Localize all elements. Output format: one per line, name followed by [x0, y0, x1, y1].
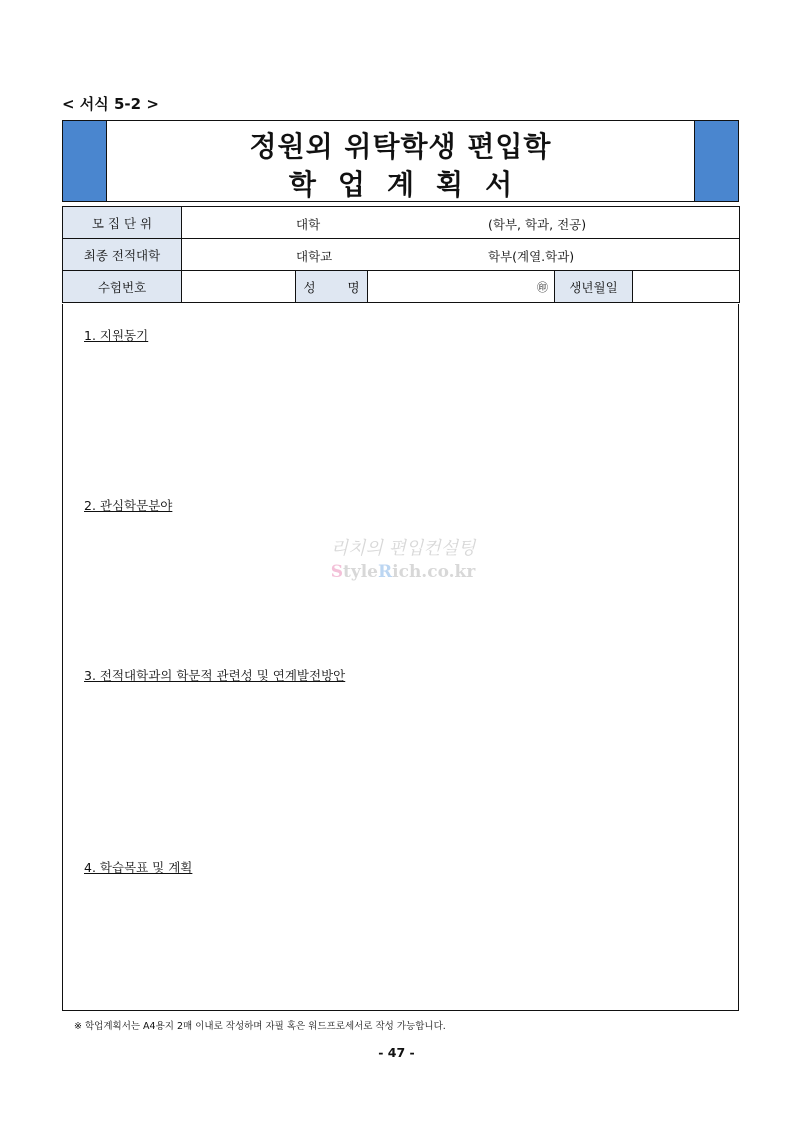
title-box — [62, 120, 739, 202]
birthdate-field[interactable] — [633, 271, 740, 303]
table-row — [63, 207, 740, 239]
form-label: < 서식 5-2 > — [62, 95, 159, 113]
prior-college-value1: 대학교 — [296, 249, 333, 264]
watermark-line1: 리치의 편입컨설팅 — [330, 538, 476, 559]
seal-mark: ㊞ — [537, 281, 548, 294]
document-title: 정원외 위탁학생 편입학 — [249, 130, 552, 163]
info-table — [62, 206, 740, 303]
page-number: - 47 - — [378, 1045, 415, 1060]
document-subtitle: 학업계획서 — [288, 168, 535, 201]
recruit-unit-value2: (학부, 학과, 전공) — [488, 217, 587, 232]
exam-number-field[interactable] — [182, 271, 296, 303]
section-heading-interest: 2. 관심학문분야 — [84, 498, 173, 513]
name-field[interactable] — [368, 271, 555, 303]
table-row — [63, 239, 740, 271]
prior-college-field[interactable] — [182, 239, 740, 271]
prior-college-label: 최종 전적대학 — [63, 239, 182, 271]
section-heading-motivation: 1. 지원동기 — [84, 328, 149, 343]
watermark-line2 — [323, 562, 483, 582]
birthdate-label: 생년월일 — [555, 271, 633, 303]
watermark-r: R — [378, 562, 393, 582]
section-heading-goals: 4. 학습목표 및 계획 — [84, 860, 193, 875]
section-heading-relevance: 3. 전적대학과의 학문적 관련성 및 연계발전방안 — [84, 668, 346, 683]
watermark-s: S — [330, 562, 343, 582]
recruit-unit-field[interactable] — [182, 207, 740, 239]
title-accent-left — [63, 121, 107, 201]
prior-college-value2: 학부(계열.학과) — [488, 249, 575, 264]
footnote: ※ 학업계획서는 A4용지 2매 이내로 작성하며 자필 혹은 워드프로세서로 작성 가능합니다. — [74, 1021, 446, 1032]
watermark-mid2: ich.co.kr — [392, 562, 476, 582]
recruit-unit-label: 모 집 단 위 — [63, 207, 182, 239]
recruit-unit-value1: 대학 — [296, 217, 321, 232]
watermark-mid1: tyle — [342, 562, 378, 582]
name-label: 성 명 — [296, 271, 368, 303]
title-accent-right — [694, 121, 738, 201]
exam-number-label: 수험번호 — [63, 271, 182, 303]
plan-content-area[interactable] — [62, 304, 739, 1011]
watermark — [323, 534, 483, 582]
table-row — [63, 271, 740, 303]
